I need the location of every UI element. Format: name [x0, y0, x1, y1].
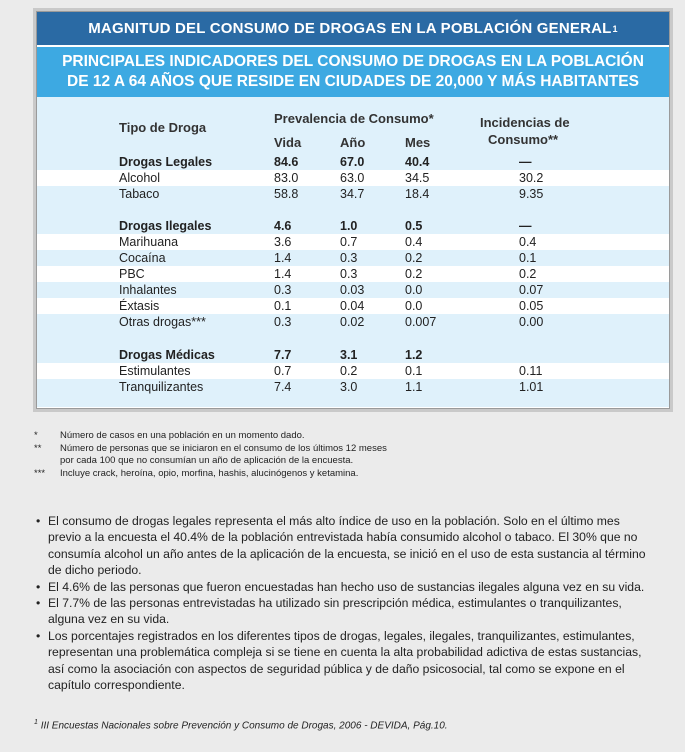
cell-ano: 0.2 [340, 364, 358, 378]
cell-ano: 3.1 [340, 348, 358, 362]
cell-vida: 0.3 [274, 315, 292, 329]
bullet-dot: • [36, 596, 41, 611]
header-incidencias-2: Consumo** [488, 132, 559, 147]
cell-inc: 30.2 [519, 171, 544, 185]
header-vida: Vida [274, 135, 302, 150]
note-mark: *** [34, 467, 46, 479]
table-panel [36, 11, 670, 409]
cell-vida: 1.4 [274, 267, 292, 281]
bullet-dot: • [36, 579, 41, 594]
cell-inc: — [519, 219, 532, 233]
header-ano: Año [340, 135, 366, 150]
cell-vida: 7.7 [274, 348, 292, 362]
cell-inc: 0.2 [519, 267, 537, 281]
table-row [37, 154, 669, 170]
footnote-text: III Encuestas Nacionales sobre Prevención y Consumo de Drogas, 2006 - DEVIDA, Pág.10. [40, 720, 448, 732]
cell-inc: 9.35 [519, 187, 544, 201]
cell-ano: 0.3 [340, 251, 358, 265]
header-mes: Mes [405, 135, 431, 150]
cell-mes: 0.5 [405, 219, 423, 233]
cell-name: Éxtasis [119, 299, 160, 313]
cell-vida: 84.6 [274, 155, 299, 169]
note-item [34, 430, 454, 443]
cell-inc: 0.11 [519, 364, 543, 378]
note-text: Número de personas que se iniciaron en el consumo de los últimos 12 meses [60, 442, 387, 454]
table-row [37, 314, 669, 330]
cell-name: Tabaco [119, 187, 160, 201]
cell-mes: 18.4 [405, 187, 430, 201]
cell-name: Tranquilizantes [119, 380, 204, 394]
subtitle-line-1: PRINCIPALES INDICADORES DEL CONSUMO DE DROGAS EN LA POBLACIÓN [62, 53, 644, 70]
cell-inc: 0.07 [519, 283, 544, 297]
note-mark: * [34, 430, 38, 441]
cell-inc: 0.00 [519, 315, 544, 329]
bullet-item [36, 595, 654, 628]
title-text: MAGNITUD DEL CONSUMO DE DROGAS EN LA POBLACIÓN GENERAL [88, 20, 612, 37]
table-row [37, 186, 669, 202]
cell-name: Drogas Ilegales [119, 219, 212, 233]
bullet-item [36, 628, 654, 694]
cell-name: Alcohol [119, 171, 160, 185]
table-row [37, 298, 669, 314]
cell-mes: 0.0 [405, 299, 423, 313]
source-footnote [34, 719, 634, 731]
table-row [37, 250, 669, 266]
note-mark: ** [34, 442, 42, 454]
table-row [37, 363, 669, 379]
table-subtitle [37, 47, 669, 97]
cell-ano: 3.0 [340, 380, 358, 394]
subtitle-line-2: DE 12 A 64 AÑOS QUE RESIDE EN CIUDADES DE 20,000 Y MÁS HABITANTES [67, 73, 639, 90]
table-row [37, 379, 669, 395]
cell-ano: 0.03 [340, 283, 365, 297]
bullet-text: Los porcentajes registrados en los diferentes tipos de drogas, legales, ilegales, tranquilizantes, estimulantes, representan una problemática compleja si se tiene en cuenta la alta probabilidad adictiva de estas sustancias, así como la asociación con aspectos de seguridad pública y de daño psicosocial, tal como se expone en el capítulo correspondiente. [48, 628, 642, 693]
cell-ano: 0.04 [340, 299, 365, 313]
table-row [37, 234, 669, 250]
cell-inc: — [519, 155, 532, 169]
cell-name: Inhalantes [119, 283, 177, 297]
cell-mes: 0.0 [405, 283, 423, 297]
cell-ano: 67.0 [340, 155, 365, 169]
cell-mes: 0.1 [405, 364, 423, 378]
cell-ano: 0.02 [340, 315, 365, 329]
cell-mes: 1.2 [405, 348, 423, 362]
note-item [34, 455, 454, 468]
cell-name: Cocaína [119, 251, 166, 265]
cell-inc: 1.01 [519, 380, 544, 394]
cell-vida: 3.6 [274, 235, 292, 249]
cell-mes: 1.1 [405, 380, 423, 394]
cell-name: Drogas Legales [119, 155, 213, 169]
cell-ano: 0.7 [340, 235, 358, 249]
cell-name: Marihuana [119, 235, 179, 249]
bullet-item [36, 579, 654, 595]
cell-vida: 58.8 [274, 187, 299, 201]
cell-ano: 1.0 [340, 219, 358, 233]
cell-ano: 34.7 [340, 187, 365, 201]
cell-vida: 0.7 [274, 364, 292, 378]
cell-vida: 0.1 [274, 299, 292, 313]
cell-vida: 7.4 [274, 380, 292, 394]
cell-mes: 0.2 [405, 267, 423, 281]
table-row [37, 282, 669, 298]
cell-mes: 0.4 [405, 235, 423, 249]
cell-inc: 0.05 [519, 299, 544, 313]
cell-vida: 1.4 [274, 251, 292, 265]
header-incidencias-1: Incidencias de [480, 115, 570, 130]
cell-mes: 40.4 [405, 155, 430, 169]
table-notes [34, 430, 454, 480]
note-item [34, 468, 454, 481]
table-row [37, 170, 669, 186]
cell-inc: 0.4 [519, 235, 537, 249]
drug-table [37, 97, 669, 407]
cell-vida: 4.6 [274, 219, 292, 233]
note-text: por cada 100 que no consumían un año de aplicación de la encuesta. [60, 455, 354, 466]
cell-mes: 34.5 [405, 171, 430, 185]
cell-name: PBC [119, 267, 145, 281]
cell-name: Estimulantes [119, 364, 191, 378]
bullet-text: El consumo de drogas legales representa el más alto índice de uso en la población. Solo en el último mes previo a la encuesta el 40.4% de la población entrevistada había consumido alcohol o tabaco. El 30% que no consumía alcohol un año antes de la aplicación de la encuesta, se inició en el uso de esta sustancia al término de dicho periodo. [48, 514, 646, 578]
cell-ano: 63.0 [340, 171, 365, 185]
cell-vida: 83.0 [274, 171, 299, 185]
header-prevalencia: Prevalencia de Consumo* [274, 111, 434, 126]
cell-name: Drogas Médicas [119, 348, 215, 362]
bullet-dot: • [36, 628, 41, 643]
summary-bullets [36, 513, 654, 693]
footnote-marker: 1 [34, 719, 38, 726]
header-tipo: Tipo de Droga [119, 120, 207, 135]
bullet-text: El 7.7% de las personas entrevistadas ha utilizado sin prescripción médica, estimulantes o tranquilizantes, alguna vez en su vida. [48, 596, 622, 627]
page-title [37, 12, 669, 45]
note-text: Incluye crack, heroína, opio, morfina, hashis, alucinógenos y ketamina. [60, 467, 359, 479]
table-row [37, 266, 669, 282]
cell-inc: 0.1 [519, 251, 537, 265]
cell-ano: 0.3 [340, 267, 358, 281]
table-row [37, 347, 669, 363]
title-footnote-marker: 1 [612, 23, 618, 34]
cell-name: Otras drogas*** [119, 315, 206, 329]
cell-vida: 0.3 [274, 283, 292, 297]
bullet-item [36, 513, 654, 579]
table-row [37, 218, 669, 234]
note-item [34, 443, 454, 456]
note-text: Número de casos en una población en un momento dado. [60, 430, 305, 441]
cell-mes: 0.007 [405, 315, 437, 329]
cell-mes: 0.2 [405, 251, 423, 265]
bullet-dot: • [36, 514, 41, 528]
bullet-text: El 4.6% de las personas que fueron encuestadas han hecho uso de sustancias ilegales alguna vez en su vida. [48, 579, 645, 594]
